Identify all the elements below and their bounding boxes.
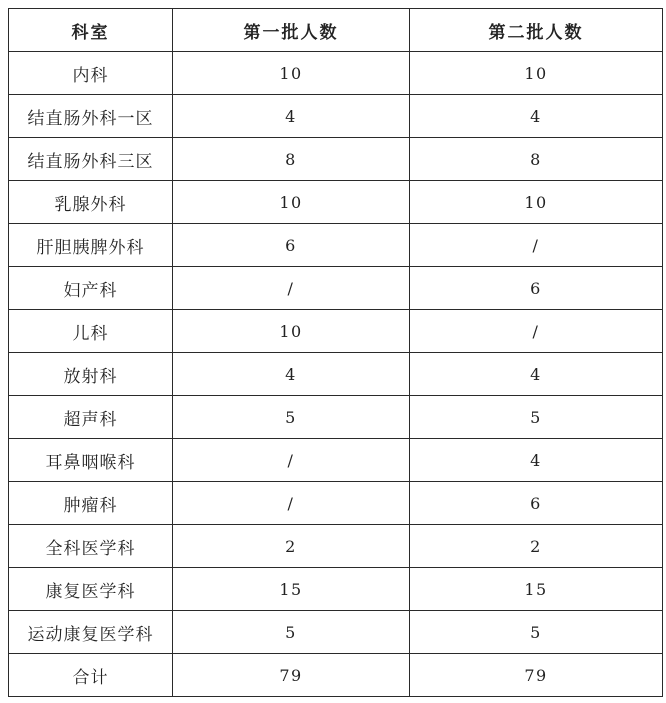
second-batch-cell: 5 (410, 611, 663, 654)
table-row (9, 138, 663, 181)
table-row (9, 568, 663, 611)
first-batch-cell: 10 (173, 310, 410, 353)
first-batch-cell: 5 (173, 611, 410, 654)
table-row (9, 181, 663, 224)
first-batch-cell: / (173, 267, 410, 310)
second-batch-cell: 10 (410, 52, 663, 95)
department-cell: 全科医学科 (9, 525, 173, 568)
department-cell: 结直肠外科三区 (9, 138, 173, 181)
table-row (9, 482, 663, 525)
table-row (9, 267, 663, 310)
second-batch-cell: 6 (410, 267, 663, 310)
first-batch-cell: 10 (173, 181, 410, 224)
second-batch-cell: 4 (410, 439, 663, 482)
first-batch-cell: 4 (173, 353, 410, 396)
department-cell: 耳鼻咽喉科 (9, 439, 173, 482)
table-row (9, 224, 663, 267)
second-batch-cell: 4 (410, 353, 663, 396)
department-cell: 结直肠外科一区 (9, 95, 173, 138)
first-batch-cell: / (173, 482, 410, 525)
second-batch-cell: 10 (410, 181, 663, 224)
department-cell: 乳腺外科 (9, 181, 173, 224)
first-batch-cell: 5 (173, 396, 410, 439)
second-batch-cell: 2 (410, 525, 663, 568)
table-row (9, 396, 663, 439)
department-cell: 妇产科 (9, 267, 173, 310)
department-cell: 内科 (9, 52, 173, 95)
header-department: 科室 (9, 9, 173, 52)
department-cell: 超声科 (9, 396, 173, 439)
header-second-batch-count: 第二批人数 (410, 9, 663, 52)
department-cell: 肝胆胰脾外科 (9, 224, 173, 267)
first-batch-cell: 6 (173, 224, 410, 267)
total-row (9, 654, 663, 697)
second-batch-cell: 6 (410, 482, 663, 525)
department-cell: 康复医学科 (9, 568, 173, 611)
first-batch-cell: 4 (173, 95, 410, 138)
first-batch-cell: 15 (173, 568, 410, 611)
table-row (9, 310, 663, 353)
first-batch-total-cell: 79 (173, 654, 410, 697)
table-row (9, 95, 663, 138)
table-row (9, 525, 663, 568)
table-row (9, 439, 663, 482)
table-row (9, 353, 663, 396)
first-batch-cell: 10 (173, 52, 410, 95)
second-batch-cell: 5 (410, 396, 663, 439)
department-staff-table (8, 8, 663, 697)
first-batch-cell: / (173, 439, 410, 482)
first-batch-cell: 2 (173, 525, 410, 568)
total-label-cell: 合计 (9, 654, 173, 697)
second-batch-cell: / (410, 310, 663, 353)
second-batch-cell: 15 (410, 568, 663, 611)
table-row (9, 52, 663, 95)
header-first-batch-count: 第一批人数 (173, 9, 410, 52)
second-batch-cell: 4 (410, 95, 663, 138)
department-cell: 放射科 (9, 353, 173, 396)
header-row (9, 9, 663, 52)
department-cell: 运动康复医学科 (9, 611, 173, 654)
department-cell: 肿瘤科 (9, 482, 173, 525)
first-batch-cell: 8 (173, 138, 410, 181)
second-batch-cell: / (410, 224, 663, 267)
department-cell: 儿科 (9, 310, 173, 353)
second-batch-cell: 8 (410, 138, 663, 181)
table-row (9, 611, 663, 654)
second-batch-total-cell: 79 (410, 654, 663, 697)
